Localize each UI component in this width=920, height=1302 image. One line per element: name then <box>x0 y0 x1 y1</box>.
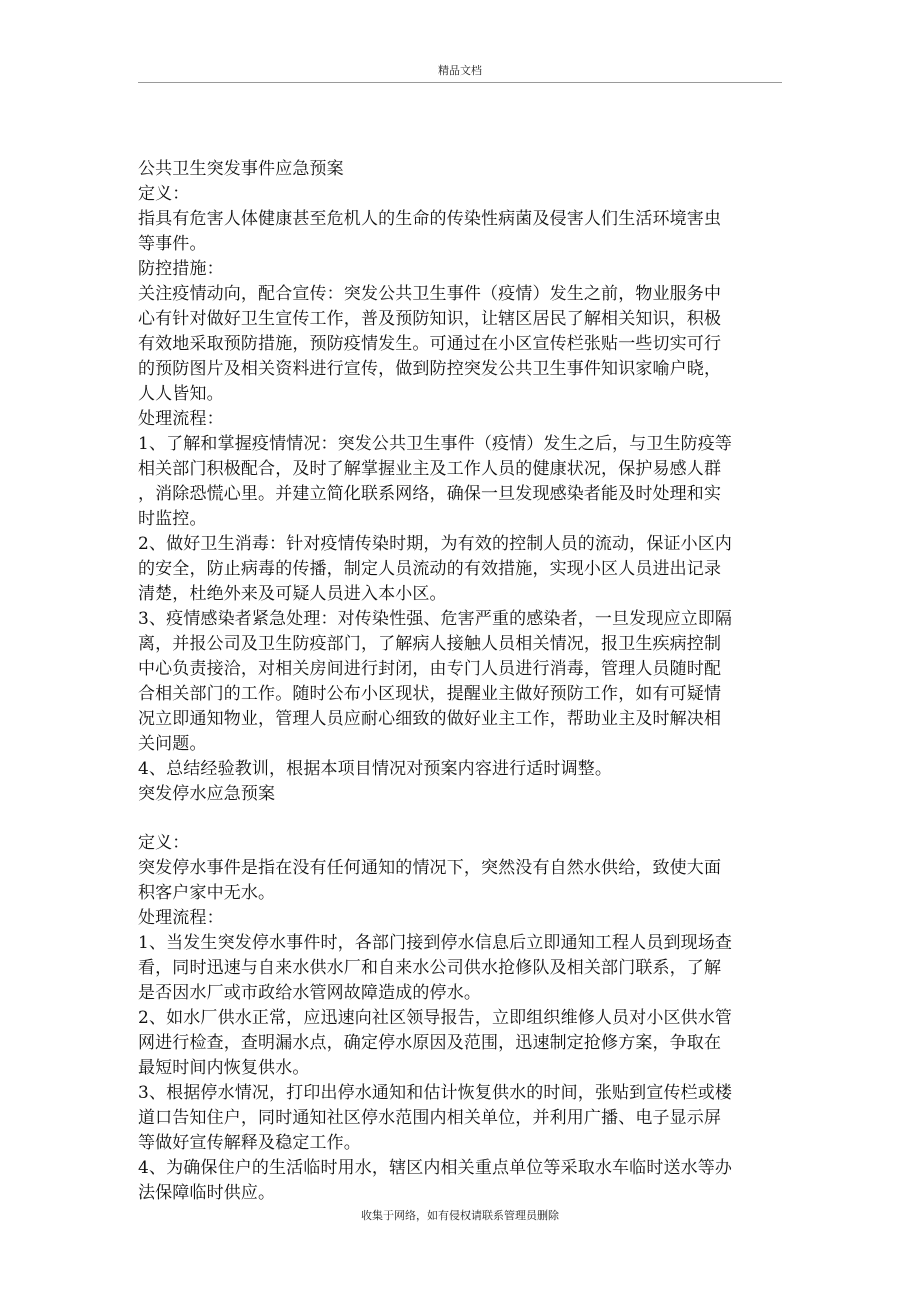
process-line: 中心负责接洽，对相关房间进行封闭，由专门人员进行消毒，管理人员随时配 <box>138 659 722 679</box>
prevention-line: 的预防图片及相关资料进行宣传，做到防控突发公共卫生事件知识家喻户晓， <box>138 359 722 379</box>
process-label: 处理流程： <box>138 908 224 928</box>
definition-label: 定义： <box>138 184 190 204</box>
process-line: 道口告知住户，同时通知社区停水范围内相关单位，并利用广播、电子显示屏 <box>138 1108 722 1128</box>
process-line: 清楚，杜绝外来及可疑人员进入本小区。 <box>138 584 447 604</box>
definition-label: 定义： <box>138 833 190 853</box>
blank-line <box>138 807 782 831</box>
process-line: 1、了解和掌握疫情情况：突发公共卫生事件（疫情）发生之后，与卫生防疫等 <box>138 434 733 454</box>
process-line: 况立即通知物业，管理人员应耐心细致的做好业主工作，帮助业主及时解决相 <box>138 709 722 729</box>
process-line: 关问题。 <box>138 734 207 754</box>
page-footer: 收集于网络，如有侵权请联系管理员删除 <box>361 1209 559 1222</box>
process-line: 2、如水厂供水正常，应迅速向社区领导报告，立即组织维修人员对小区供水管 <box>138 1008 733 1028</box>
section-title: 公共卫生突发事件应急预案 <box>138 159 344 179</box>
process-line: 看，同时迅速与自来水供水厂和自来水公司供水抢修队及相关部门联系，了解 <box>138 958 722 978</box>
process-line: 等做好宣传解释及稳定工作。 <box>138 1133 361 1153</box>
prevention-line: 关注疫情动向，配合宣传：突发公共卫生事件（疫情）发生之前，物业服务中 <box>138 284 722 304</box>
process-line: 最短时间内恢复供水。 <box>138 1058 310 1078</box>
process-line: 2、做好卫生消毒：针对疫情传染时期，为有效的控制人员的流动，保证小区内 <box>138 534 733 554</box>
process-line: 的安全，防止病毒的传播，制定人员流动的有效措施，实现小区人员进出记录 <box>138 559 722 579</box>
process-line: 相关部门积极配合，及时了解掌握业主及工作人员的健康状况，保护易感人群 <box>138 459 722 479</box>
process-line: 4、为确保住户的生活临时用水，辖区内相关重点单位等采取水车临时送水等办 <box>138 1158 733 1178</box>
prevention-line: 人人皆知。 <box>138 384 224 404</box>
definition-line: 积客户家中无水。 <box>138 883 276 903</box>
process-line: ，消除恐慌心里。并建立简化联系网络，确保一旦发现感染者能及时处理和实 <box>138 484 722 504</box>
process-line: 1、当发生突发停水事件时，各部门接到停水信息后立即通知工程人员到现场查 <box>138 933 733 953</box>
process-line: 3、根据停水情况，打印出停水通知和估计恢复供水的时间，张贴到宣传栏或楼 <box>138 1083 733 1103</box>
process-line: 时监控。 <box>138 509 207 529</box>
prevention-line: 心有针对做好卫生宣传工作，普及预防知识，让辖区居民了解相关知识，积极 <box>138 309 722 329</box>
definition-line: 指具有危害人体健康甚至危机人的生命的传染性病菌及侵害人们生活环境害虫 <box>138 209 722 229</box>
prevention-label: 防控措施： <box>138 259 224 279</box>
process-line: 4、总结经验教训，根据本项目情况对预案内容进行适时调整。 <box>138 759 613 779</box>
process-line: 网进行检查，查明漏水点，确定停水原因及范围，迅速制定抢修方案，争取在 <box>138 1033 722 1053</box>
section-title: 突发停水应急预案 <box>138 784 276 804</box>
definition-line: 突发停水事件是指在没有任何通知的情况下，突然没有自然水供给，致使大面 <box>138 858 722 878</box>
process-line: 法保障临时供应。 <box>138 1183 276 1203</box>
definition-line: 等事件。 <box>138 234 207 254</box>
process-line: 3、疫情感染者紧急处理：对传染性强、危害严重的感染者，一旦发现应立即隔 <box>138 609 733 629</box>
document-body <box>138 157 782 1206</box>
prevention-line: 有效地采取预防措施，预防疫情发生。可通过在小区宣传栏张贴一些切实可行 <box>138 334 722 354</box>
page-header <box>138 60 782 83</box>
page-header-text: 精品文档 <box>438 64 482 77</box>
process-label: 处理流程： <box>138 409 224 429</box>
process-line: 合相关部门的工作。随时公布小区现状，提醒业主做好预防工作，如有可疑情 <box>138 684 722 704</box>
process-line: 是否因水厂或市政给水管网故障造成的停水。 <box>138 983 481 1003</box>
process-line: 离，并报公司及卫生防疫部门，了解病人接触人员相关情况，报卫生疾病控制 <box>138 634 722 654</box>
